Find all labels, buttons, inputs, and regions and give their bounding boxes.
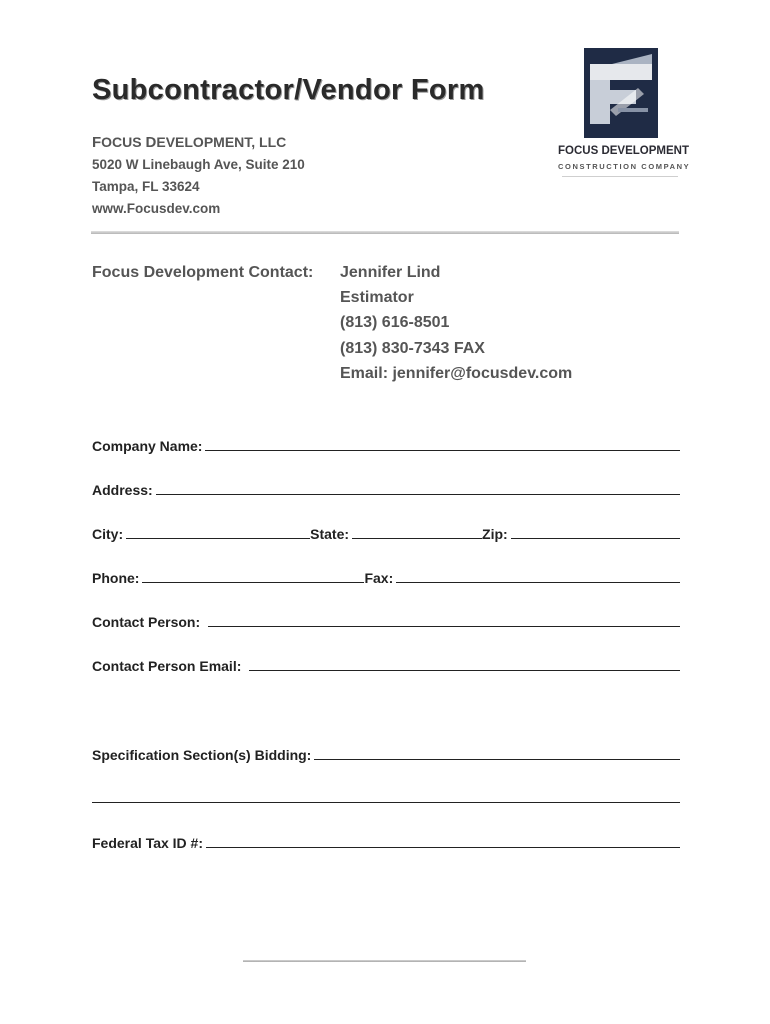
address-field[interactable]	[156, 479, 680, 495]
state-label: State:	[310, 526, 350, 542]
city-field[interactable]	[126, 523, 310, 539]
address-line-2: Tampa, FL 33624	[92, 179, 200, 194]
company-name-heading	[92, 134, 286, 151]
zip-label: Zip:	[482, 526, 508, 542]
address-label: Address:	[92, 482, 153, 498]
fax-field[interactable]	[396, 567, 680, 583]
logo-divider	[562, 176, 678, 177]
header-divider	[91, 231, 679, 234]
specification-field[interactable]	[314, 744, 680, 760]
contact-person-email-field[interactable]	[249, 655, 680, 671]
company-initial-f: F	[92, 134, 102, 151]
state-field[interactable]	[352, 523, 482, 539]
company-initial-d: D	[145, 134, 157, 151]
contact-phone: (813) 616-8501	[340, 314, 450, 331]
contact-name: Jennifer Lind	[340, 264, 441, 281]
contact-fax: (813) 830-7343 FAX	[340, 340, 485, 357]
contact-role: Estimator	[340, 289, 414, 306]
contact-person-email-label: Contact Person Email:	[92, 658, 242, 674]
contact-email: Email: jennifer@focusdev.com	[340, 365, 573, 382]
logo-name: FOCUS DEVELOPMENT	[558, 145, 689, 157]
phone-field[interactable]	[142, 567, 364, 583]
phone-fax-row	[92, 566, 680, 586]
company-name-row	[92, 434, 680, 454]
footer-divider	[243, 960, 526, 962]
federal-tax-id-row	[92, 831, 680, 851]
focus-logo-icon	[584, 48, 658, 138]
phone-label: Phone:	[92, 570, 140, 586]
specification-label: Specification Section(s) Bidding:	[92, 747, 312, 763]
company-name-field[interactable]	[205, 435, 680, 451]
website-link[interactable]: www.Focusdev.com	[92, 201, 221, 216]
address-row	[92, 478, 680, 498]
zip-field[interactable]	[511, 523, 680, 539]
company-rest-development: EVELOPMENT, LLC	[156, 134, 287, 150]
page-title: Subcontractor/Vendor Form	[92, 74, 485, 106]
contact-person-label: Contact Person:	[92, 614, 201, 630]
specification-extra-line[interactable]	[92, 802, 680, 803]
contact-label: Focus Development Contact:	[92, 264, 314, 281]
contact-person-row	[92, 610, 680, 630]
logo-tagline: CONSTRUCTION COMPANY	[558, 162, 691, 171]
city-label: City:	[92, 526, 124, 542]
city-state-zip-row	[92, 522, 680, 542]
address-line-1: 5020 W Linebaugh Ave, Suite 210	[92, 157, 305, 172]
contact-person-email-row	[92, 654, 680, 674]
specification-row	[92, 743, 680, 763]
federal-tax-id-label: Federal Tax ID #:	[92, 835, 204, 851]
fax-label: Fax:	[364, 570, 394, 586]
contact-person-field[interactable]	[208, 611, 680, 627]
federal-tax-id-field[interactable]	[206, 832, 680, 848]
company-rest-focus: OCUS	[101, 134, 146, 150]
company-name-label: Company Name:	[92, 438, 203, 454]
